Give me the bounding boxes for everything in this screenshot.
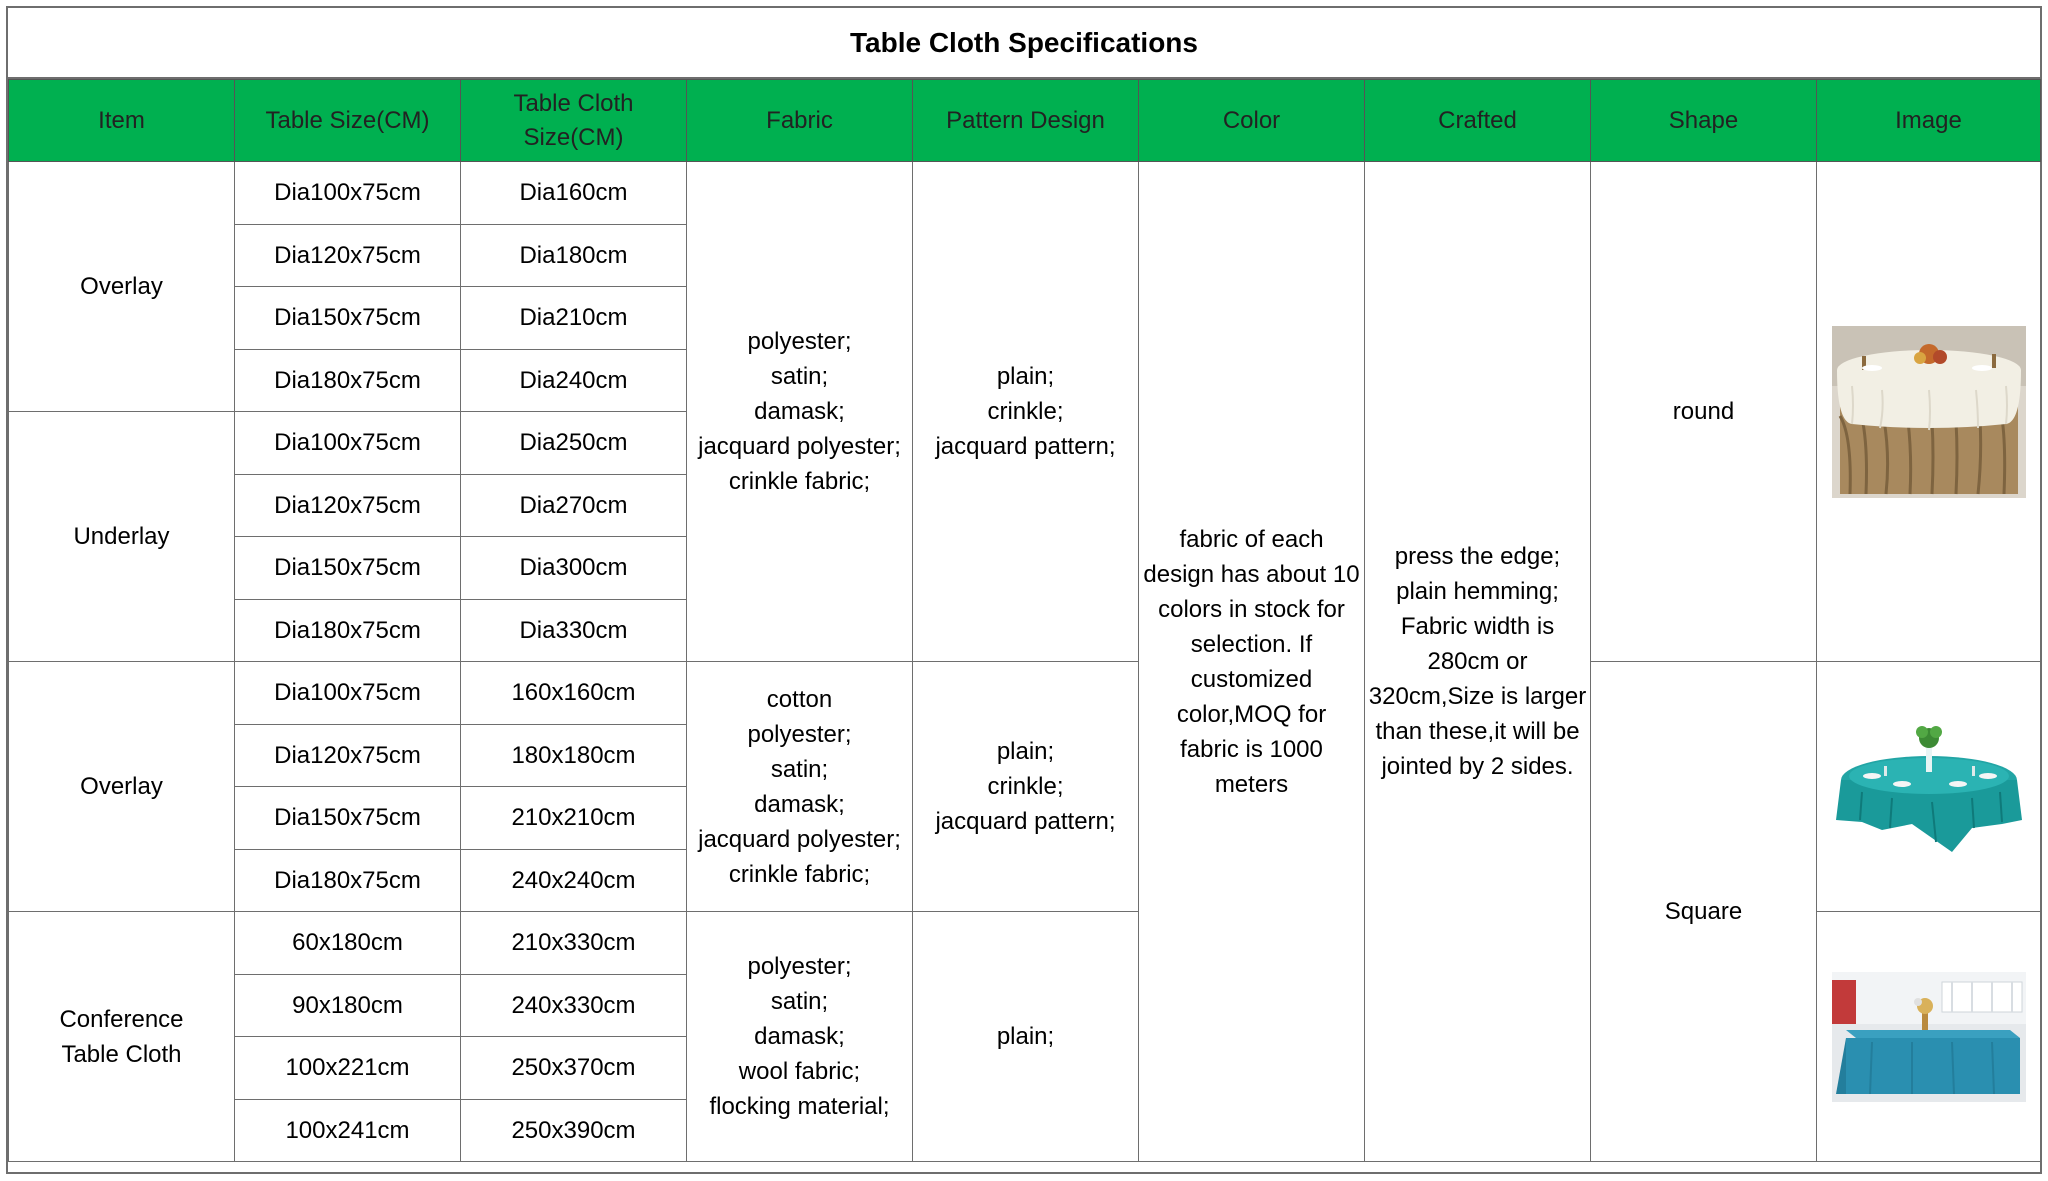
spec-table [8,79,2041,1162]
cloth-size-cell: 210x330cm [461,912,687,975]
cloth-size-cell: Dia330cm [461,599,687,662]
header-row [9,80,2041,162]
header-fabric: Fabric [687,80,913,162]
item-cell: Conference Table Cloth [9,912,235,1162]
pattern-cell: plain; crinkle; jacquard pattern; [913,662,1139,912]
table-size-cell: Dia100x75cm [235,162,461,225]
cloth-size-cell: 180x180cm [461,724,687,787]
fabric-cell: polyester; satin; damask; wool fabric; flocking material; [687,912,913,1162]
cloth-size-cell: 250x370cm [461,1037,687,1100]
table-row [9,162,2041,225]
pattern-cell: plain; crinkle; jacquard pattern; [913,162,1139,662]
header-pattern: Pattern Design [913,80,1139,162]
header-shape: Shape [1591,80,1817,162]
table-size-cell: Dia120x75cm [235,724,461,787]
table-size-cell: 90x180cm [235,974,461,1037]
image-cell [1817,662,2041,912]
cloth-size-cell: Dia250cm [461,412,687,475]
table-row [9,662,2041,725]
table-size-cell: Dia100x75cm [235,412,461,475]
sheet-title: Table Cloth Specifications [8,8,2040,79]
crafted-cell: press the edge; plain hemming; Fabric width is 280cm or 320cm,Size is larger than these,it will be jointed by 2 sides. [1365,162,1591,1162]
table-size-cell: 100x221cm [235,1037,461,1100]
table-size-cell: 60x180cm [235,912,461,975]
round-tablecloth-image [1832,326,2026,498]
cloth-size-cell: Dia240cm [461,349,687,412]
cloth-size-cell: Dia270cm [461,474,687,537]
cloth-size-cell: 210x210cm [461,787,687,850]
fabric-cell: polyester; satin; damask; jacquard polyester; crinkle fabric; [687,162,913,662]
shape-cell: Square [1591,662,1817,1162]
table-size-cell: Dia120x75cm [235,224,461,287]
conference-tablecloth-image [1832,972,2026,1102]
pattern-cell: plain; [913,912,1139,1162]
item-cell: Overlay [9,162,235,412]
color-cell: fabric of each design has about 10 colors in stock for selection. If customized color,MOQ for fabric is 1000 meters [1139,162,1365,1162]
square-tablecloth-image [1832,712,2026,862]
item-cell: Underlay [9,412,235,662]
cloth-size-cell: Dia160cm [461,162,687,225]
cloth-size-cell: 240x330cm [461,974,687,1037]
cloth-size-cell: Dia180cm [461,224,687,287]
cloth-size-cell: 160x160cm [461,662,687,725]
table-size-cell: Dia180x75cm [235,599,461,662]
cloth-size-cell: 250x390cm [461,1099,687,1162]
cloth-size-cell: Dia300cm [461,537,687,600]
item-cell: Overlay [9,662,235,912]
image-cell [1817,912,2041,1162]
spec-sheet [6,6,2042,1174]
table-size-cell: Dia100x75cm [235,662,461,725]
table-size-cell: Dia150x75cm [235,287,461,350]
cloth-size-cell: 240x240cm [461,849,687,912]
image-cell [1817,162,2041,662]
shape-cell: round [1591,162,1817,662]
header-color: Color [1139,80,1365,162]
table-size-cell: Dia150x75cm [235,537,461,600]
header-item: Item [9,80,235,162]
header-crafted: Crafted [1365,80,1591,162]
table-size-cell: Dia180x75cm [235,849,461,912]
fabric-cell: cotton polyester; satin; damask; jacquard polyester; crinkle fabric; [687,662,913,912]
header-cloth-size: Table Cloth Size(CM) [461,80,687,162]
table-size-cell: 100x241cm [235,1099,461,1162]
table-size-cell: Dia120x75cm [235,474,461,537]
table-size-cell: Dia150x75cm [235,787,461,850]
header-image: Image [1817,80,2041,162]
header-table-size: Table Size(CM) [235,80,461,162]
table-size-cell: Dia180x75cm [235,349,461,412]
cloth-size-cell: Dia210cm [461,287,687,350]
